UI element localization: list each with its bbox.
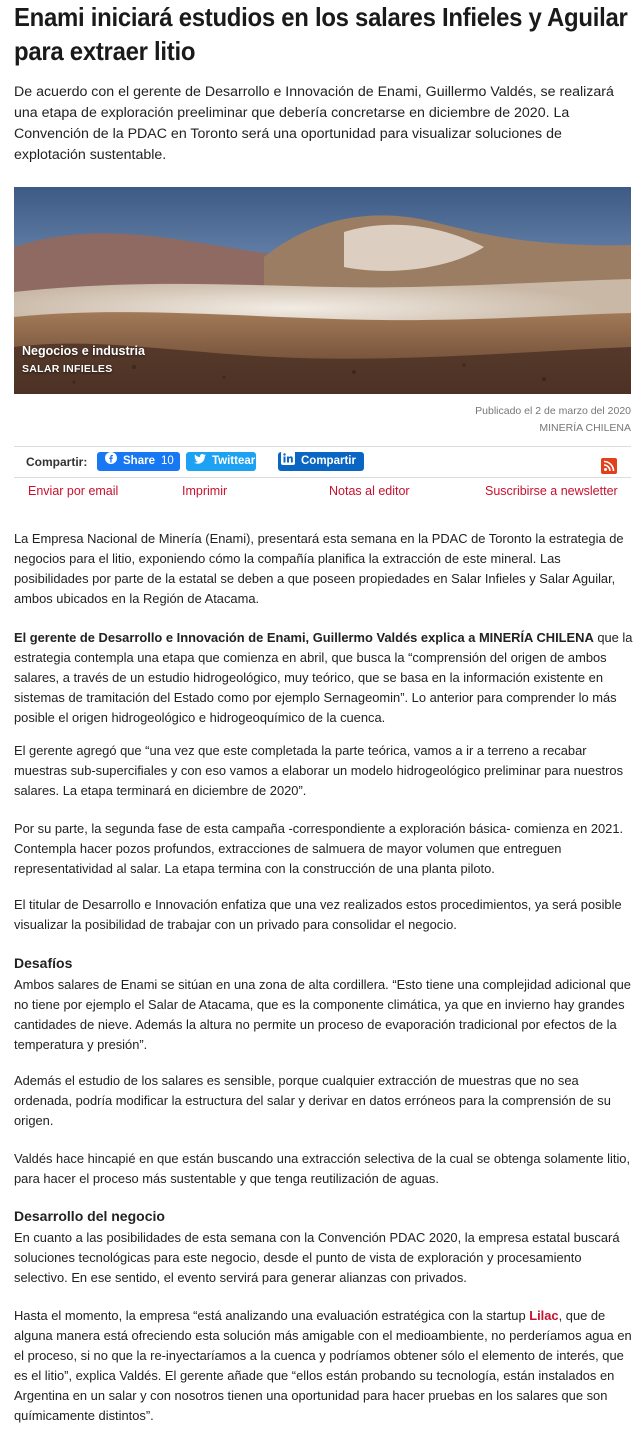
hero-image	[14, 187, 631, 394]
paragraph: El titular de Desarrollo e Innovación enfatiza que una vez realizados estos procedimientos, ya será posible visualizar la posibilidad de trabajar con un privado para consolidar el negocio.	[14, 897, 622, 932]
paragraph-text: que la estrategia contempla una etapa que comienza en abril, que busca la “comprensión del origen de ambos salares, a través de un estudio hidrogeológico, muy teórico, que se basa en la información existente en sistemas de tramitación del Estado como por ejemplo Sernageomin”. Lo anterior para comprender lo más posible el origen hidrogeológico e hidrogeoquímico de la cuenca.	[14, 630, 633, 725]
email-link[interactable]: Enviar por email	[28, 484, 119, 498]
paragraph: Ambos salares de Enami se sitúan en una zona de alta cordillera. “Esto tiene una complejidad adicional que no tiene por ejemplo el Salar de Atacama, que es la componente climática, ya que en invierno hay grandes cantidades de nieve. Además la altura no permite un proceso de evaporación tradicional por efectos de la temperatura y presión”.	[14, 977, 631, 1052]
article-title: Enami iniciará estudios en los salares Infieles y Aguilar para extraer litio	[14, 2, 628, 66]
source-name: MINERÍA CHILENA	[539, 422, 631, 434]
newsletter-link[interactable]: Suscribirse a newsletter	[485, 484, 618, 498]
print-link[interactable]: Imprimir	[182, 484, 228, 498]
hero-category[interactable]: Negocios e industria	[22, 344, 145, 358]
paragraph: El gerente agregó que “una vez que este completada la parte teórica, vamos a ir a terreno a recabar muestras sub-supercifiales y con eso vamos a elaborar un modelo hidrogeológico preliminar para nuestros salares. La etapa terminará en diciembre de 2020”.	[14, 743, 624, 798]
paragraph: En cuanto a las posibilidades de esta semana con la Convención PDAC 2020, la empresa estatal buscará soluciones tecnológicas para este negocio, desde el punto de vista de exploración y procesamiento selectivo. En ese sentido, el evento servirá para generar alianzas con privados.	[14, 1230, 620, 1285]
article-actions	[14, 484, 631, 502]
article-lead: De acuerdo con el gerente de Desarrollo e Innovación de Enami, Guillermo Valdés, se realizará una etapa de exploración preeliminar que debería concretarse en diciembre de 2020. La Convención de la PDAC en Toronto será una oportunidad para visualizar soluciones de explotación sustentable.	[14, 84, 614, 163]
facebook-share-label: Share	[123, 455, 155, 467]
facebook-share-count: 10	[160, 455, 174, 467]
paragraph	[14, 1306, 634, 1426]
paragraph-bold: El gerente de Desarrollo e Innovación de Enami, Guillermo Valdés explica a MINERÍA CHILENA	[14, 630, 594, 645]
section-heading-desarrollo: Desarrollo del negocio	[14, 1208, 165, 1224]
paragraph: Valdés hace hincapié en que están buscando una extracción selectiva de la cual se obtenga solamente litio, para hacer el proceso más sustentable y que tenga reutilización de aguas.	[14, 1151, 631, 1186]
paragraph: Además el estudio de los salares es sensible, porque cualquier extracción de muestras que no sea ordenada, podría modificar la estructura del salar y derivar en datos erróneos para la comprensión de su origen.	[14, 1073, 611, 1128]
paragraph-text: , que de alguna manera está ofreciendo esta solución más amigable con el medioambiente, no perderíamos agua en el proceso, si no que la re-inyectaríamos a la cuenca y podríamos obtener sólo el elemento de interés, que es el litio”, explica Valdés. El gerente añade que “ellos están probando su tecnología, están instalados en Argentina en un salar y con nosotros tienen una oportunidad para hacer pruebas en los salares que son químicamente distintos”.	[14, 1308, 632, 1423]
paragraph: La Empresa Nacional de Minería (Enami), presentará esta semana en la PDAC de Toronto la estrategia de negocios para el litio, exponiendo cómo la compañía planifica la extracción de este mineral. Las posibilidades por parte de la estatal se deben a que poseen propiedades en Salar Infieles y Salar Aguilar, ambos ubicados en la Región de Atacama.	[14, 531, 624, 606]
share-label: Compartir:	[26, 455, 88, 469]
hero-caption: SALAR INFIELES	[22, 363, 113, 375]
facebook-share-button[interactable]	[97, 452, 180, 471]
share-bar	[14, 446, 631, 478]
editor-notes-link[interactable]: Notas al editor	[329, 484, 410, 498]
linkedin-icon	[281, 451, 295, 472]
linkedin-share-label: Compartir	[301, 455, 356, 467]
linkedin-share-button[interactable]	[278, 452, 364, 471]
paragraph	[14, 628, 634, 728]
twitter-share-label: Twittear	[212, 455, 256, 467]
twitter-icon	[194, 452, 206, 471]
lilac-link[interactable]: Lilac	[529, 1308, 559, 1323]
publish-date: Publicado el 2 de marzo del 2020	[475, 405, 631, 417]
twitter-share-button[interactable]	[186, 452, 256, 471]
publication-info	[475, 403, 631, 437]
facebook-icon	[105, 452, 117, 471]
section-heading-desafios: Desafíos	[14, 955, 73, 971]
rss-icon[interactable]	[601, 458, 617, 474]
paragraph-text: Hasta el momento, la empresa “está analizando una evaluación estratégica con la startup	[14, 1308, 530, 1323]
paragraph: Por su parte, la segunda fase de esta campaña -correspondiente a exploración básica- comienza en 2021. Contempla hacer pozos profundos, extracciones de salmuera de mayor volumen que entreguen representatividad al salar. La etapa termina con la construcción de una planta piloto.	[14, 821, 624, 876]
